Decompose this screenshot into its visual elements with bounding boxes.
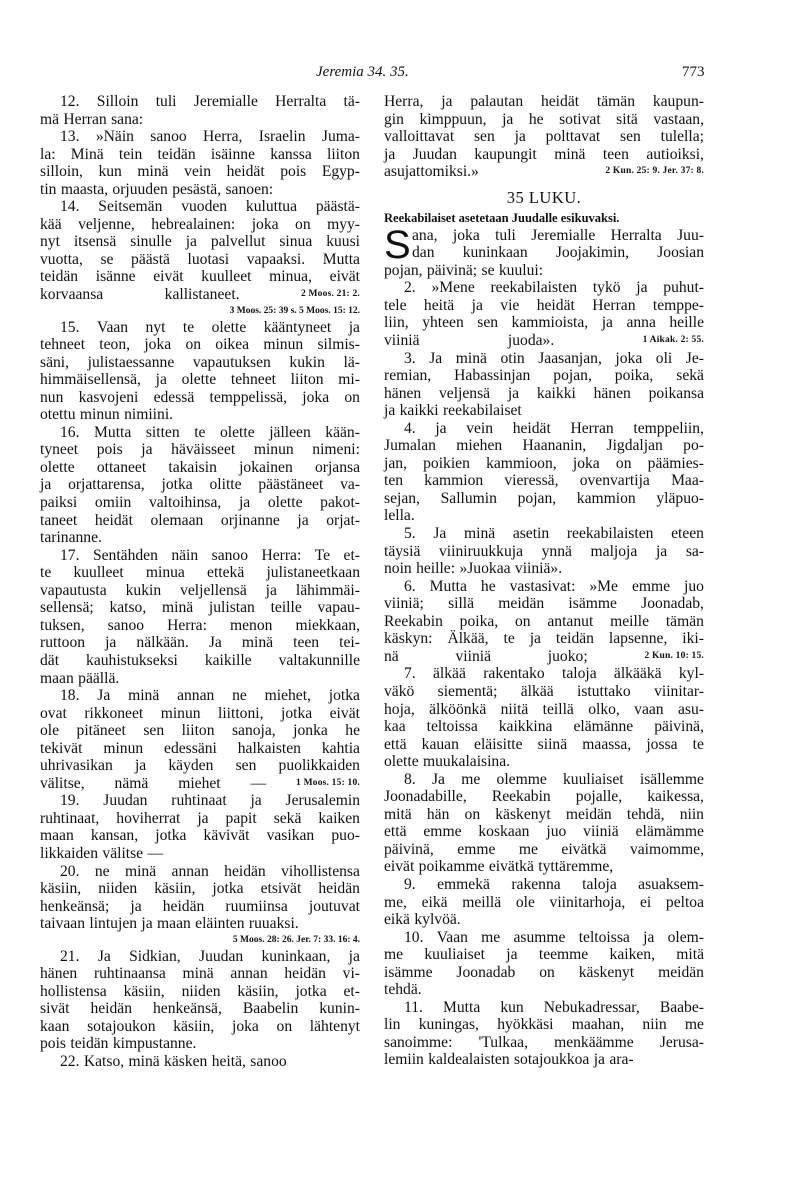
text-line: tin maasta, orjuuden pesästä, sanoen:	[40, 180, 274, 198]
text-line: kaan sotajoukon käsiin, joka on lähtenyt	[40, 1017, 360, 1035]
text-line: käskyn: Älkää, te ja teidän lapsenne, iki-	[384, 630, 704, 648]
text-line: isämme Joonadab on käskenyt meidän	[384, 963, 704, 981]
text-line: 22. Katso, minä käsken heitä, sanoo	[60, 1052, 287, 1070]
text-line: nun kasvojeni edessä temppelissä, joka on	[40, 388, 360, 406]
paragraph	[40, 863, 360, 933]
text-line: kaa teltoissa kaikkina elämänne päivinä,	[384, 718, 704, 736]
text-line: ole pitäneet sen liiton sanoja, jonka he	[40, 722, 360, 740]
text-line: 3. Ja minä otin Jaasanjan, joka oli Je-	[404, 349, 704, 367]
text-line: likkaiden välitse —	[40, 844, 164, 862]
text-line: tarinanne.	[40, 529, 102, 547]
text-line: eivät poikamme eivätkä tyttäremme,	[384, 858, 614, 876]
text-line: 6. Mutta he vastasivat: »Me emme juo	[404, 577, 704, 595]
text-line: maan kansan, jotka kävivät vasikan puo-	[40, 827, 360, 845]
chapter-summary: Reekabilaiset asetetaan Juudalle esikuvaksi.	[384, 210, 620, 225]
text-line: 4. ja vein heidät Herran temppeliin,	[404, 419, 704, 437]
paragraph	[40, 198, 360, 303]
text-line: tele heitä ja vie heidät Herran temppe-	[384, 296, 704, 314]
left-column	[40, 93, 360, 1071]
drop-cap: S	[384, 222, 411, 267]
text-line: remian, Habassinjan pojan, poika, sekä	[384, 367, 704, 385]
text-line: olette ottaneet takaisin jokainen orjansa	[40, 458, 360, 476]
text-line: 9. emmekä rakenna taloja asuaksem-	[404, 875, 704, 893]
text-line: Joonadabille, Reekabin pojalle, kaikessa,	[384, 788, 704, 806]
text-line: la: Minä tein teidän isäinne kanssa liiton	[40, 145, 360, 163]
text-line: ja kaikki reekabilaiset	[384, 402, 522, 420]
paragraph	[40, 424, 360, 547]
paragraph	[384, 525, 704, 578]
text-line: Reekabin poika, on antanut meille tämän	[384, 612, 704, 630]
text-line: sivät heidän henkeänsä, Baabelin kunin-	[40, 1000, 360, 1018]
text-line: että emme koskaan juo viiniä elämämme	[384, 823, 704, 841]
text-line: sejan, Sallumin pojan, kammion yläpuo-	[384, 489, 704, 507]
text-line: silloin, kun minä vein heidät pois Egyp-	[40, 163, 360, 181]
text-line: hänen veljensä ja kaikki hänen poikansa	[384, 384, 704, 402]
text-line: 10. Vaan me asumme teltoissa ja olem-	[404, 928, 704, 946]
text-line: nyt itsensä sinulle ja palvellut sinua kuusi	[40, 233, 360, 251]
text-line: dät kauhistukseksi kaikille valtakunnille	[40, 651, 360, 669]
text-line: te kuulleet minua ettekä julistaneetkaan	[40, 564, 360, 582]
text-line: että kauan eläisitte siinä maassa, jossa te	[384, 735, 704, 753]
text-line: käsiin, niiden käsiin, jotka etsivät heidän	[40, 880, 360, 898]
text-line: uhrivasikan ja käyden sen puolikkaiden	[40, 757, 360, 775]
text-line: liin, yhteen sen kammioista, ja anna heille	[384, 314, 704, 332]
cross-reference: 1 Moos. 15: 10.	[296, 777, 360, 788]
cross-reference: 2 Kun. 25: 9. Jer. 37: 8.	[605, 166, 704, 177]
text-line: 11. Mutta kun Nebukadressar, Baabe-	[404, 998, 704, 1016]
text-line: tuksen, sanoo Herra: menon miekkaan,	[40, 616, 360, 634]
text-line: vapautusta kukin veljellensä ja lähimmäi-	[40, 581, 360, 599]
paragraph	[384, 665, 704, 770]
text-line: 21. Ja Sidkian, Juudan kuninkaan, ja	[60, 947, 360, 965]
text-line: hänen ruhtinaansa minä annan heidän vi-	[40, 965, 360, 983]
text-line: himmäisellensä, ja olette tehneet liiton mi-	[40, 371, 360, 389]
text-line: vuotta, se päästä luotasi vapaaksi. Mutta	[40, 250, 360, 268]
cross-reference: 3 Moos. 25: 39 s. 5 Moos. 15: 12.	[229, 305, 360, 316]
text-line: välitse, nämä miehet — 1 Moos. 15: 10.	[40, 774, 360, 792]
text-line: 7. älkää rakentako taloja älkääkä kyl-	[404, 665, 704, 683]
paragraph	[384, 876, 704, 929]
text-line: otettu minun nimiini.	[40, 406, 174, 424]
text-line: taivaan lintujen ja maan eläinten ruuaksi.	[40, 915, 299, 933]
text-line: 20. ne minä annan heidän vihollistensa	[60, 862, 360, 880]
text-line: gin kimppuun, ja he sotivat sitä vastaan,	[384, 110, 704, 128]
text-line: hollistensa käsiin, niiden käsiin, jotka et-	[40, 982, 360, 1000]
paragraph	[40, 1053, 360, 1071]
text-line: tehdä.	[384, 981, 422, 999]
text-line: dan kuninkaan Joojakimin, Joosian	[412, 244, 704, 262]
running-title: Jeremia 34. 35.	[316, 64, 409, 80]
text-line: 5. Ja minä asetin reekabilaisten eteen	[404, 525, 704, 543]
text-line: henkeänsä; ja heidän ruumiinsa joutuvat	[40, 897, 360, 915]
text-line: valloittavat sen ja polttavat sen tulella;	[384, 128, 704, 146]
text-line: 17. Sentähden näin sanoo Herra: Te et-	[60, 546, 360, 564]
text-line: paiksi omiin valtoihinsa, ja olette pakot-	[40, 494, 360, 512]
text-line: jan, poikien kammioon, joka on päämies-	[384, 454, 704, 472]
paragraph	[40, 319, 360, 424]
paragraph	[40, 792, 360, 862]
text-line: ana, joka tuli Jeremialle Herralta Juu-	[412, 226, 704, 244]
paragraph	[40, 93, 360, 128]
text-line: sellensä; katso, minä julistan teille vapau-	[40, 599, 360, 617]
page-header	[0, 64, 792, 86]
text-line: ruttoon ja nälkään. Ja minä teen tei-	[40, 634, 360, 652]
text-line: korvaansa kallistaneet. 2 Moos. 21: 2.	[40, 286, 360, 304]
paragraph	[384, 222, 704, 280]
text-line: noin heille: »Juokaa viiniä».	[384, 560, 563, 578]
text-line: 16. Mutta sitten te olette jälleen kään-	[60, 423, 360, 441]
text-line: nä viiniä juoko; 2 Kun. 10: 15.	[384, 647, 704, 665]
text-line: me kuuliaiset ja teemme kaiken, mitä	[384, 946, 704, 964]
page-number: 773	[682, 64, 705, 80]
text-line: mitä hän on käskenyt meidän tehdä, niin	[384, 805, 704, 823]
text-line: eikä kylvöä.	[384, 911, 461, 929]
cross-reference: 1 Aikak. 2: 55.	[642, 335, 704, 346]
text-line: Herra, ja palautan heidät tämän kaupun-	[384, 93, 704, 110]
paragraph	[384, 279, 704, 349]
text-line: väkö siementä; älkää istuttako viinitar-	[384, 682, 704, 700]
cross-reference: 2 Kun. 10: 15.	[644, 650, 704, 661]
text-line: ruhtinaat, hoviherrat ja papit sekä kaiken	[40, 809, 360, 827]
text-line: maan päällä.	[40, 669, 120, 687]
text-line: 14. Seitsemän vuoden kuluttua päästä-	[60, 198, 360, 216]
text-line: viiniä; sillä meidän isämme Joonadab,	[384, 595, 704, 613]
text-line: 2. »Mene reekabilaisten tykö ja puhut-	[404, 279, 704, 297]
text-line: olette muukalaisina.	[384, 753, 511, 771]
text-line: päivinä, emme me eivätkä vaimomme,	[384, 840, 704, 858]
text-line: täysiä viiniruukkuja ynnä maljoja ja sa-	[384, 542, 704, 560]
text-line: teidän isänne eivät kuulleet minua, eivät	[40, 268, 360, 286]
text-line: 19. Juudan ruhtinaat ja Jerusalemin	[60, 792, 360, 810]
text-line: hoja, älköönkä niitä teillä olko, vaan asu-	[384, 700, 704, 718]
text-line: tekivät minun edessäni halkaisten kahtia	[40, 739, 360, 757]
paragraph	[40, 547, 360, 687]
paragraph	[40, 948, 360, 1053]
text-line: viiniä juoda». 1 Aikak. 2: 55.	[384, 332, 704, 350]
paragraph	[384, 93, 704, 181]
text-line: ten kammion vieressä, ovenvartija Maa-	[384, 472, 704, 490]
text-line: pojan, päivinä; se kuului:	[384, 261, 544, 279]
text-line: ovat rikkoneet minun liittoni, jotka eivät	[40, 704, 360, 722]
text-line: 8. Ja me olemme kuuliaiset isällemme	[404, 770, 704, 788]
text-line: asujattomiksi.» 2 Kun. 25: 9. Jer. 37: 8.	[384, 163, 704, 181]
chapter-heading: 35 LUKU.	[506, 187, 582, 207]
cross-reference: 2 Moos. 21: 2.	[300, 289, 360, 300]
right-column	[384, 93, 704, 1069]
text-line: taneet heidät olemaan orjinanne ja orjat-	[40, 511, 360, 529]
text-line: pois teidän kimpustanne.	[40, 1035, 197, 1053]
text-line: 12. Silloin tuli Jeremialle Herralta tä-	[60, 93, 360, 110]
text-line: säni, julistaessanne vapautuksen kukin lä-	[40, 353, 360, 371]
paragraph	[384, 420, 704, 525]
text-line: 15. Vaan nyt te olette kääntyneet ja	[60, 318, 360, 336]
text-line: sanoimme: 'Tulkaa, menkäämme Jerusa-	[384, 1033, 704, 1051]
text-line: me, eikä meillä ole viinitarhoja, ei peltoa	[384, 893, 704, 911]
text-line: Jumalan miehen Haananin, Jigdaljan po-	[384, 437, 704, 455]
text-line: lin kuningas, hyökkäsi maahan, niin me	[384, 1016, 704, 1034]
paragraph	[384, 771, 704, 876]
paragraph	[384, 999, 704, 1069]
paragraph	[384, 578, 704, 666]
paragraph	[40, 687, 360, 792]
paragraph	[40, 128, 360, 198]
text-line: lella.	[384, 507, 415, 525]
paragraph	[384, 929, 704, 999]
text-line: 13. »Näin sanoo Herra, Israelin Juma-	[60, 128, 360, 146]
paragraph	[384, 350, 704, 420]
text-line: ja Juudan kaupungit minä teen autioiksi,	[384, 145, 704, 163]
text-line: lemiin kaldealaisten sotajoukkoa ja ara-	[384, 1051, 634, 1069]
cross-reference: 5 Moos. 28: 26. Jer. 7: 33. 16: 4.	[232, 934, 360, 945]
text-line: tehneet teon, joka on oikea minun silmis-	[40, 336, 360, 354]
text-line: ja orjattarensa, jotka olitte päästäneet va-	[40, 476, 360, 494]
text-line: tyneet pois ja häväisseet minun nimeni:	[40, 441, 360, 459]
text-line: mä Herran sana:	[40, 110, 144, 128]
text-line: kää veljenne, hebrealainen: joka on myy-	[40, 215, 360, 233]
text-line: 18. Ja minä annan ne miehet, jotka	[60, 687, 360, 705]
